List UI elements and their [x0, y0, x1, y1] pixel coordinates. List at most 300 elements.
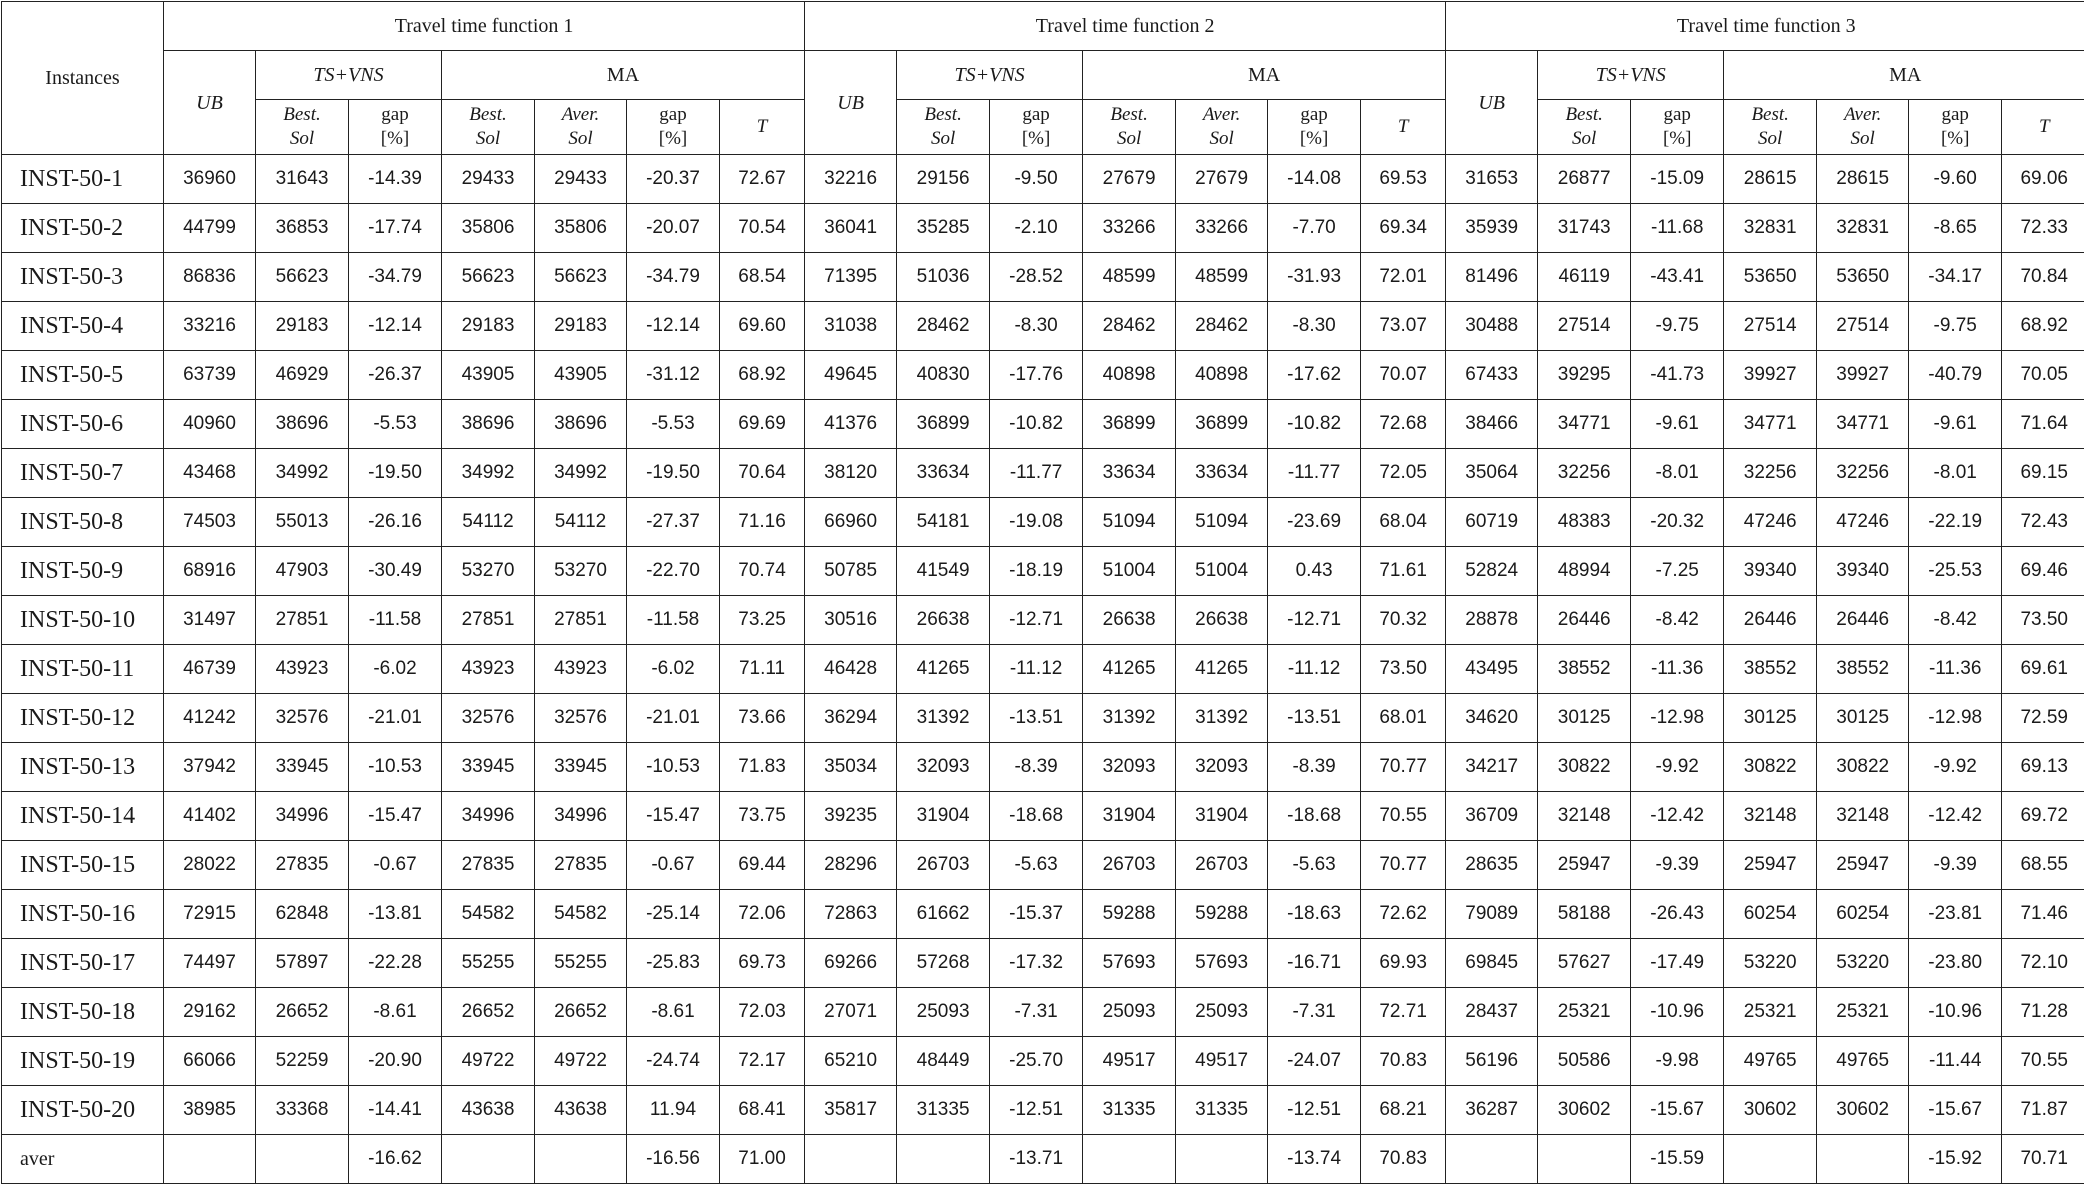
table-cell: -15.09 — [1631, 155, 1724, 204]
gap-header-line1: gap — [1663, 104, 1691, 125]
table-cell: 48599 — [1083, 253, 1176, 302]
table-cell: 32256 — [1538, 449, 1631, 498]
table-cell: -12.51 — [990, 1086, 1083, 1135]
gap-header — [1268, 100, 1361, 155]
table-cell: 35939 — [1446, 204, 1538, 253]
table-cell: 28635 — [1446, 841, 1538, 890]
table-cell: -12.14 — [627, 302, 720, 351]
table-cell: 39340 — [1817, 547, 1909, 596]
table-cell: 43638 — [535, 1086, 627, 1135]
table-cell: 70.71 — [2002, 1135, 2084, 1184]
table-cell: 41265 — [1083, 645, 1176, 694]
table-cell: 35806 — [442, 204, 535, 253]
table-cell — [1446, 1135, 1538, 1184]
table-cell: 57897 — [256, 939, 349, 988]
aver-sol-header-line2: Sol — [568, 128, 593, 149]
table-cell: 36294 — [805, 694, 897, 743]
table-cell: 39295 — [1538, 351, 1631, 400]
instance-name: INST-50-17 — [2, 939, 164, 988]
table-cell: 70.05 — [2002, 351, 2084, 400]
best-sol-header — [1083, 100, 1176, 155]
table-cell: 68.01 — [1361, 694, 1446, 743]
table-cell: -13.74 — [1268, 1135, 1361, 1184]
table-cell: 71.11 — [720, 645, 805, 694]
best-sol-header-line2: Sol — [475, 128, 501, 149]
table-cell: 46929 — [256, 351, 349, 400]
table-header — [2, 2, 2084, 155]
table-cell: 49722 — [442, 1037, 535, 1086]
table-cell: -21.01 — [627, 694, 720, 743]
table-cell: 26703 — [1176, 841, 1268, 890]
table-cell: -16.62 — [349, 1135, 442, 1184]
table-cell: 69.72 — [2002, 792, 2084, 841]
instance-name: INST-50-19 — [2, 1037, 164, 1086]
gap-header-line1: gap — [659, 104, 687, 125]
table-cell: 28615 — [1817, 155, 1909, 204]
table-cell: 26703 — [897, 841, 990, 890]
table-cell: -12.71 — [1268, 596, 1361, 645]
table-cell — [535, 1135, 627, 1184]
table-cell: 69.69 — [720, 400, 805, 449]
table-cell: 35285 — [897, 204, 990, 253]
table-cell: 36899 — [1176, 400, 1268, 449]
table-cell: 33945 — [442, 743, 535, 792]
gap-header-line1: gap — [1300, 104, 1328, 125]
table-cell: 35817 — [805, 1086, 897, 1135]
table-cell: 25947 — [1538, 841, 1631, 890]
table-cell: 41265 — [1176, 645, 1268, 694]
table-cell: 72.17 — [720, 1037, 805, 1086]
table-cell: -19.50 — [627, 449, 720, 498]
table-row — [2, 596, 2084, 645]
table-cell: -23.81 — [1909, 890, 2002, 939]
table-cell: 33634 — [1083, 449, 1176, 498]
table-cell: 25321 — [1538, 988, 1631, 1037]
table-cell: -15.67 — [1909, 1086, 2002, 1135]
table-cell: 43495 — [1446, 645, 1538, 694]
table-cell: -20.37 — [627, 155, 720, 204]
table-cell: 27514 — [1817, 302, 1909, 351]
table-cell: -13.81 — [349, 890, 442, 939]
table-cell: -5.53 — [627, 400, 720, 449]
table-cell: 43638 — [442, 1086, 535, 1135]
instance-name: INST-50-2 — [2, 204, 164, 253]
table-cell: 36960 — [164, 155, 256, 204]
table-cell: 60719 — [1446, 498, 1538, 547]
table-cell: -8.30 — [990, 302, 1083, 351]
table-cell: -22.19 — [1909, 498, 2002, 547]
table-cell: 26652 — [442, 988, 535, 1037]
table-cell: 69.73 — [720, 939, 805, 988]
table-cell: 31643 — [256, 155, 349, 204]
header-row-metrics — [2, 100, 2084, 155]
table-cell: -9.60 — [1909, 155, 2002, 204]
table-cell: -8.42 — [1909, 596, 2002, 645]
table-cell: 68.54 — [720, 253, 805, 302]
table-cell: 66066 — [164, 1037, 256, 1086]
table-row — [2, 351, 2084, 400]
table-cell: -11.36 — [1909, 645, 2002, 694]
aver-sol-header-line1: Aver. — [1843, 104, 1882, 125]
table-cell: -12.98 — [1631, 694, 1724, 743]
table-cell — [1538, 1135, 1631, 1184]
table-cell: 31497 — [164, 596, 256, 645]
instance-name: INST-50-9 — [2, 547, 164, 596]
table-cell: 57627 — [1538, 939, 1631, 988]
table-cell: -20.32 — [1631, 498, 1724, 547]
table-cell: 71.64 — [2002, 400, 2084, 449]
table-row — [2, 547, 2084, 596]
table-cell: -22.70 — [627, 547, 720, 596]
table-cell: -17.32 — [990, 939, 1083, 988]
table-cell: -16.56 — [627, 1135, 720, 1184]
table-cell: -25.83 — [627, 939, 720, 988]
gap-header-line2: [%] — [380, 128, 410, 149]
instance-name: INST-50-15 — [2, 841, 164, 890]
table-cell: 26652 — [256, 988, 349, 1037]
table-cell: 73.75 — [720, 792, 805, 841]
instance-name: INST-50-8 — [2, 498, 164, 547]
table-cell: 27514 — [1724, 302, 1817, 351]
table-cell: 28437 — [1446, 988, 1538, 1037]
table-cell: -10.53 — [627, 743, 720, 792]
table-cell: -20.07 — [627, 204, 720, 253]
table-cell: -10.82 — [990, 400, 1083, 449]
table-cell: -31.93 — [1268, 253, 1361, 302]
table-cell: 31335 — [1083, 1086, 1176, 1135]
table-cell: 31392 — [1176, 694, 1268, 743]
table-cell: 34996 — [442, 792, 535, 841]
table-cell: 49645 — [805, 351, 897, 400]
table-cell: 72.03 — [720, 988, 805, 1037]
table-cell: -19.50 — [349, 449, 442, 498]
ma-header: MA — [442, 51, 805, 100]
table-row — [2, 400, 2084, 449]
aver-sol-header-line2: Sol — [1850, 128, 1875, 149]
table-cell: 38696 — [256, 400, 349, 449]
ub-header: UB — [1446, 51, 1538, 155]
table-cell: 30822 — [1817, 743, 1909, 792]
table-cell: -11.68 — [1631, 204, 1724, 253]
gap-header — [349, 100, 442, 155]
table-cell: 41242 — [164, 694, 256, 743]
table-cell: 34996 — [535, 792, 627, 841]
best-sol-header — [897, 100, 990, 155]
table-cell: 25321 — [1817, 988, 1909, 1037]
table-cell: 70.55 — [1361, 792, 1446, 841]
table-cell: -2.10 — [990, 204, 1083, 253]
table-cell: 61662 — [897, 890, 990, 939]
table-cell: 34217 — [1446, 743, 1538, 792]
table-cell — [1724, 1135, 1817, 1184]
table-cell: -9.39 — [1631, 841, 1724, 890]
table-cell: 43468 — [164, 449, 256, 498]
table-cell: 72863 — [805, 890, 897, 939]
table-cell: 72.05 — [1361, 449, 1446, 498]
table-cell: 40898 — [1083, 351, 1176, 400]
table-cell: 46739 — [164, 645, 256, 694]
instance-name: INST-50-13 — [2, 743, 164, 792]
table-cell: -26.16 — [349, 498, 442, 547]
table-cell: 26877 — [1538, 155, 1631, 204]
table-cell: 34992 — [256, 449, 349, 498]
table-cell: 69.53 — [1361, 155, 1446, 204]
table-cell: 70.77 — [1361, 743, 1446, 792]
table-cell: 68.55 — [2002, 841, 2084, 890]
table-cell: 32216 — [805, 155, 897, 204]
table-cell: 58188 — [1538, 890, 1631, 939]
table-cell: 73.50 — [2002, 596, 2084, 645]
ma-header: MA — [1724, 51, 2084, 100]
instance-name: INST-50-16 — [2, 890, 164, 939]
table-cell: 25093 — [1083, 988, 1176, 1037]
table-cell: -15.37 — [990, 890, 1083, 939]
table-cell: 29183 — [535, 302, 627, 351]
table-cell: 36041 — [805, 204, 897, 253]
table-cell: 31392 — [897, 694, 990, 743]
table-cell: 29183 — [256, 302, 349, 351]
table-cell: 71395 — [805, 253, 897, 302]
table-cell: 30822 — [1538, 743, 1631, 792]
table-cell: 43905 — [442, 351, 535, 400]
table-cell: 73.50 — [1361, 645, 1446, 694]
table-cell: 32576 — [535, 694, 627, 743]
table-cell: 30822 — [1724, 743, 1817, 792]
table-cell: 46428 — [805, 645, 897, 694]
table-cell: 27835 — [256, 841, 349, 890]
best-sol-header-line2: Sol — [1758, 128, 1783, 149]
best-sol-header-line1: Best. — [1751, 104, 1789, 125]
table-cell: 53220 — [1817, 939, 1909, 988]
aver-sol-header-line1: Aver. — [1202, 104, 1241, 125]
table-cell: 47246 — [1724, 498, 1817, 547]
gap-header-line1: gap — [1941, 104, 1969, 125]
table-cell: 30602 — [1538, 1086, 1631, 1135]
table-cell: -8.65 — [1909, 204, 2002, 253]
table-cell: 40898 — [1176, 351, 1268, 400]
table-cell: 66960 — [805, 498, 897, 547]
table-cell: -9.61 — [1909, 400, 2002, 449]
table-cell: 35064 — [1446, 449, 1538, 498]
gap-header-line2: [%] — [658, 128, 688, 149]
table-cell: -11.12 — [990, 645, 1083, 694]
table-cell: -6.02 — [349, 645, 442, 694]
table-cell: 72.71 — [1361, 988, 1446, 1037]
table-cell: 73.66 — [720, 694, 805, 743]
instance-name: INST-50-20 — [2, 1086, 164, 1135]
table-cell: 41376 — [805, 400, 897, 449]
table-cell: 69.93 — [1361, 939, 1446, 988]
table-cell: 79089 — [1446, 890, 1538, 939]
table-cell: 32148 — [1817, 792, 1909, 841]
table-cell: 70.54 — [720, 204, 805, 253]
gap-header — [627, 100, 720, 155]
table-cell: -30.49 — [349, 547, 442, 596]
tsvns-header: TS+VNS — [897, 51, 1083, 100]
table-cell — [897, 1135, 990, 1184]
table-cell: 50785 — [805, 547, 897, 596]
table-cell: -12.14 — [349, 302, 442, 351]
gap-header-line2: [%] — [1299, 128, 1329, 149]
aver-sol-header — [1176, 100, 1268, 155]
table-cell: -28.52 — [990, 253, 1083, 302]
table-cell: 34771 — [1817, 400, 1909, 449]
table-row — [2, 1086, 2084, 1135]
table-cell: 11.94 — [627, 1086, 720, 1135]
table-cell: 30125 — [1724, 694, 1817, 743]
best-sol-header-line2: Sol — [1572, 128, 1597, 149]
table-cell: 31904 — [1083, 792, 1176, 841]
table-cell: 32831 — [1817, 204, 1909, 253]
table-cell: 26638 — [1176, 596, 1268, 645]
table-cell: 36709 — [1446, 792, 1538, 841]
table-cell: -23.69 — [1268, 498, 1361, 547]
table-cell: 36899 — [897, 400, 990, 449]
table-cell: -18.68 — [990, 792, 1083, 841]
ma-header: MA — [1083, 51, 1446, 100]
table-row — [2, 204, 2084, 253]
table-row — [2, 449, 2084, 498]
table-cell: 31335 — [1176, 1086, 1268, 1135]
table-cell: 54582 — [535, 890, 627, 939]
table-cell: -17.62 — [1268, 351, 1361, 400]
instance-name: INST-50-3 — [2, 253, 164, 302]
gap-header — [990, 100, 1083, 155]
table-cell: 26446 — [1538, 596, 1631, 645]
table-cell: 51004 — [1176, 547, 1268, 596]
best-sol-header — [1538, 100, 1631, 155]
table-cell: 26652 — [535, 988, 627, 1037]
table-cell: 27514 — [1538, 302, 1631, 351]
table-cell: 39927 — [1817, 351, 1909, 400]
best-sol-header — [1724, 100, 1817, 155]
table-cell: -7.31 — [1268, 988, 1361, 1037]
table-cell: 48449 — [897, 1037, 990, 1086]
table-cell: -41.73 — [1631, 351, 1724, 400]
table-cell: 70.83 — [1361, 1037, 1446, 1086]
table-cell: 0.43 — [1268, 547, 1361, 596]
table-cell: -26.43 — [1631, 890, 1724, 939]
table-cell: 32093 — [1083, 743, 1176, 792]
table-cell: 57693 — [1176, 939, 1268, 988]
table-cell: 32256 — [1817, 449, 1909, 498]
table-cell: 67433 — [1446, 351, 1538, 400]
header-row-methods — [2, 51, 2084, 100]
table-cell: 74503 — [164, 498, 256, 547]
table-cell: -8.42 — [1631, 596, 1724, 645]
table-row — [2, 498, 2084, 547]
table-cell: -12.98 — [1909, 694, 2002, 743]
table-row — [2, 988, 2084, 1037]
instance-name: INST-50-4 — [2, 302, 164, 351]
table-cell: 72915 — [164, 890, 256, 939]
table-cell: 63739 — [164, 351, 256, 400]
table-cell: 71.28 — [2002, 988, 2084, 1037]
table-cell: 57693 — [1083, 939, 1176, 988]
table-cell: -9.92 — [1909, 743, 2002, 792]
table-cell: 52259 — [256, 1037, 349, 1086]
table-cell: 37942 — [164, 743, 256, 792]
instances-header: Instances — [2, 2, 164, 155]
table-cell: -9.61 — [1631, 400, 1724, 449]
table-cell: 72.59 — [2002, 694, 2084, 743]
table-cell: 47903 — [256, 547, 349, 596]
table-cell: 32576 — [256, 694, 349, 743]
table-cell: 72.10 — [2002, 939, 2084, 988]
table-cell: -9.75 — [1631, 302, 1724, 351]
table-cell: 25947 — [1817, 841, 1909, 890]
best-sol-header — [256, 100, 349, 155]
table-cell: -0.67 — [627, 841, 720, 890]
table-cell: 33634 — [1176, 449, 1268, 498]
tsvns-header: TS+VNS — [256, 51, 442, 100]
ub-header: UB — [805, 51, 897, 155]
table-cell: 32831 — [1724, 204, 1817, 253]
table-cell: 44799 — [164, 204, 256, 253]
table-cell: 26446 — [1724, 596, 1817, 645]
table-cell: 69.61 — [2002, 645, 2084, 694]
table-cell: 52824 — [1446, 547, 1538, 596]
table-cell: 35034 — [805, 743, 897, 792]
ub-header: UB — [164, 51, 256, 155]
tsvns-header: TS+VNS — [1538, 51, 1724, 100]
table-cell — [1176, 1135, 1268, 1184]
aver-sol-header-line2: Sol — [1209, 128, 1234, 149]
table-cell: 27851 — [442, 596, 535, 645]
table-cell: 51004 — [1083, 547, 1176, 596]
table-cell: 49765 — [1724, 1037, 1817, 1086]
best-sol-header-line1: Best. — [469, 104, 507, 125]
table-cell: -22.28 — [349, 939, 442, 988]
gap-header-line1: gap — [1022, 104, 1050, 125]
table-cell: -8.01 — [1631, 449, 1724, 498]
table-cell: -9.50 — [990, 155, 1083, 204]
table-cell: -7.25 — [1631, 547, 1724, 596]
gap-header — [1909, 100, 2002, 155]
table-cell: 68.92 — [2002, 302, 2084, 351]
table-row — [2, 645, 2084, 694]
aver-sol-header — [535, 100, 627, 155]
table-cell: 29183 — [442, 302, 535, 351]
table-cell: 47246 — [1817, 498, 1909, 547]
table-cell: 36853 — [256, 204, 349, 253]
table-cell: 54181 — [897, 498, 990, 547]
table-cell: 72.06 — [720, 890, 805, 939]
table-row — [2, 939, 2084, 988]
table-cell: 73.25 — [720, 596, 805, 645]
table-cell: 32093 — [897, 743, 990, 792]
table-cell: 33945 — [535, 743, 627, 792]
table-cell: 56623 — [256, 253, 349, 302]
table-cell: -11.44 — [1909, 1037, 2002, 1086]
table-cell — [1817, 1135, 1909, 1184]
table-cell: 70.84 — [2002, 253, 2084, 302]
table-cell: 56623 — [442, 253, 535, 302]
table-cell: 50586 — [1538, 1037, 1631, 1086]
instance-name: INST-50-11 — [2, 645, 164, 694]
table-cell: 27835 — [535, 841, 627, 890]
table-cell: 70.83 — [1361, 1135, 1446, 1184]
table-cell: -12.51 — [1268, 1086, 1361, 1135]
table-cell: 70.07 — [1361, 351, 1446, 400]
table-cell: 38120 — [805, 449, 897, 498]
table-cell: -8.61 — [349, 988, 442, 1037]
table-cell: 34996 — [256, 792, 349, 841]
table-cell: 32256 — [1724, 449, 1817, 498]
table-cell: 31335 — [897, 1086, 990, 1135]
table-cell: -18.19 — [990, 547, 1083, 596]
best-sol-header-line1: Best. — [1110, 104, 1148, 125]
